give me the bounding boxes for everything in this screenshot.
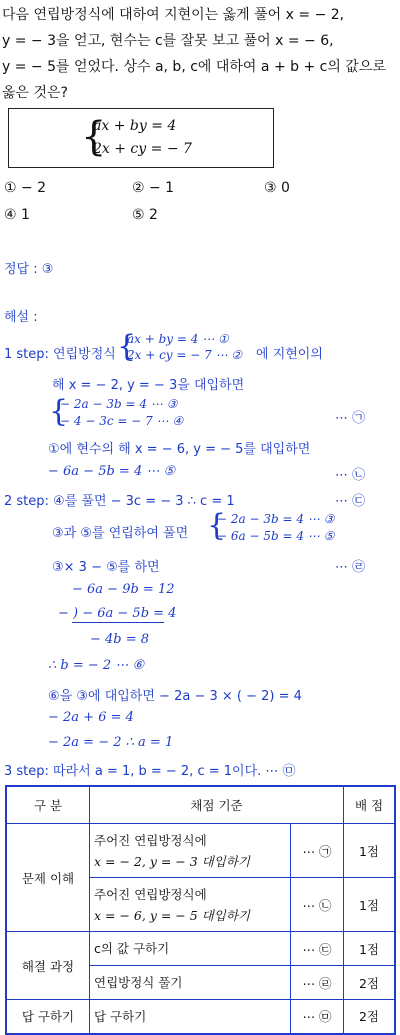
calc-line-2: − ) − 6a − 5b = 4 [58,606,177,621]
step1-eq-2: 2x + cy = − 7 ⋯ ② [127,348,243,362]
brace: { [117,329,137,364]
points-cell: 1점 [344,932,396,966]
header-points: 배 점 [344,786,396,824]
criteria-mark: ⋯ ㉡ [291,878,344,932]
equation-system-box [8,108,274,168]
calc-line-4: ∴ b = − 2 ⋯ ⑥ [48,658,145,673]
mark-c: ⋯ ㉢ [335,494,366,509]
category-answer: 답 구하기 [6,1000,90,1034]
step2-line-2: ③과 ⑤를 연립하여 풀면 [52,526,189,541]
criteria-mark: ⋯ ㉣ [291,966,344,1000]
criteria-text: x = − 6, y = − 5 대입하기 [94,907,250,923]
table-header-row [6,786,395,824]
calc-line-3: − 4b = 8 [90,632,150,647]
explanation-label: 해설 : [4,310,38,325]
brace: { [81,114,107,160]
choice-4[interactable]: ④ 1 [4,207,30,223]
header-criteria: 채점 기준 [90,786,344,824]
criteria-text: x = − 2, y = − 3 대입하기 [94,853,250,869]
criteria-text: 연립방정식 풀기 [90,966,291,1000]
equation-1: ax + by = 4 [93,118,177,134]
step1-eq-4: − 4 − 3c = − 7 ⋯ ④ [60,414,184,428]
problem-line-3: y = − 5를 얻었다. 상수 a, b, c에 대하여 a + b + c의 값으로 [2,59,386,75]
criteria-text: c의 값 구하기 [90,932,291,966]
header-category: 구 분 [6,786,90,824]
step2-line-3: ③× 3 − ⑤를 하면 [52,560,160,575]
step2-eq-2: − 6a − 5b = 4 ⋯ ⑤ [217,529,335,543]
step3-line: 3 step: 따라서 a = 1, b = − 2, c = 1이다. ⋯ ㉤ [4,764,296,779]
points-cell: 2점 [344,966,396,1000]
points-cell: 2점 [344,1000,396,1034]
step1-eq-1: ax + by = 4 ⋯ ① [127,332,229,346]
step1-line-4: − 6a − 5b = 4 ⋯ ⑤ [48,464,176,479]
calc-line-1: − 6a − 9b = 12 [72,582,175,597]
brace: { [207,508,227,543]
step2-line-1: 2 step: ④를 풀면 − 3c = − 3 ∴ c = 1 [4,494,235,509]
mark-a: ⋯ ㉠ [335,411,366,426]
step1-prefix: 1 step: 연립방정식 [4,347,116,362]
criteria-cell [90,878,291,932]
problem-line-4: 옳은 것은? [2,85,68,101]
category-solving: 해결 과정 [6,932,90,1000]
calc-line-6: − 2a + 6 = 4 [48,710,134,725]
criteria-cell [90,824,291,878]
table-row [6,932,395,966]
calc-line-7: − 2a = − 2 ∴ a = 1 [48,735,174,750]
points-cell: 1점 [344,824,396,878]
answer-label: 정답 : ③ [4,262,54,277]
mark-b: ⋯ ㉡ [335,468,366,483]
problem-line-2: y = − 3을 얻고, 현수는 c를 잘못 보고 풀어 x = − 6, [2,33,334,49]
criteria-mark: ⋯ ㉢ [291,932,344,966]
choice-2[interactable]: ② − 1 [132,180,175,196]
step2-eq-1: − 2a − 3b = 4 ⋯ ③ [217,512,335,526]
criteria-text: 주어진 연립방정식에 [94,832,207,848]
criteria-mark: ⋯ ㉠ [291,824,344,878]
choice-3[interactable]: ③ 0 [264,180,290,196]
points-cell: 1점 [344,878,396,932]
problem-text [2,2,400,106]
table-row [6,824,395,878]
category-understanding: 문제 이해 [6,824,90,932]
subtraction-line [72,622,164,623]
criteria-mark: ⋯ ㉤ [291,1000,344,1034]
problem-line-1: 다음 연립방정식에 대하여 지현이는 옳게 풀어 x = − 2, [2,7,345,23]
mark-d: ⋯ ㉣ [335,560,366,575]
calc-line-5: ⑥을 ③에 대입하면 − 2a − 3 × ( − 2) = 4 [48,689,302,704]
brace: { [49,394,69,429]
step1-line-2: 해 x = − 2, y = − 3을 대입하면 [52,378,245,393]
step1-line-3: ①에 현수의 해 x = − 6, y = − 5를 대입하면 [48,442,311,457]
scoring-table [5,785,396,1035]
step1-eq-3: − 2a − 3b = 4 ⋯ ③ [60,397,178,411]
criteria-text: 주어진 연립방정식에 [94,886,207,902]
criteria-text: 답 구하기 [90,1000,291,1034]
step1-suffix: 에 지현이의 [256,347,323,362]
equation-2: 2x + cy = − 7 [93,141,192,157]
choice-1[interactable]: ① − 2 [4,180,47,196]
choice-5[interactable]: ⑤ 2 [132,207,158,223]
table-row [6,1000,395,1034]
